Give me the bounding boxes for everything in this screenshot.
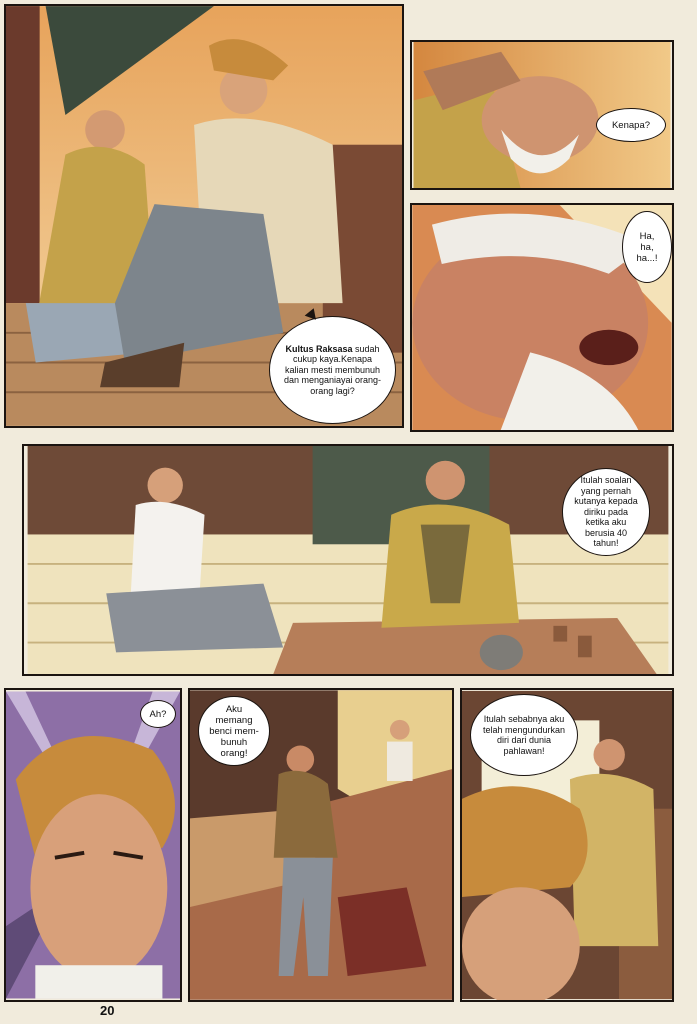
- panel-1-rooftop: [4, 4, 404, 428]
- bubble-text: Ha, ha, ha...!: [636, 230, 658, 264]
- bubble-text: Kenapa?: [611, 119, 651, 131]
- page-number: 20: [100, 1003, 115, 1018]
- panel-4-room-wide: [22, 444, 674, 676]
- bubble-text: Itulah soalan yang pernah kutanya kepada diriku pada ketika aku berusia 40 tahun!: [574, 475, 638, 549]
- speech-bubble-kenapa: [596, 108, 666, 142]
- panel-5-youth-surprised: [4, 688, 182, 1002]
- bubble-text: Aku memang benci mem-bunuh orang!: [209, 703, 259, 759]
- speech-bubble-itulah-soalan: [562, 468, 650, 556]
- speech-bubble-itulah-sebabnya: [470, 694, 578, 776]
- speech-bubble-aku-memang: [198, 696, 270, 766]
- panel-6-elder-walking: [188, 688, 454, 1002]
- panel-2-elder-closeup: [410, 40, 674, 190]
- youth-surprised-art: [6, 690, 180, 1000]
- bubble-text: Ah?: [149, 708, 167, 720]
- panel-7-elder-turning: [460, 688, 674, 1002]
- panel-3-elder-laughing: [410, 203, 674, 432]
- bubble-bold-text: Kultus Raksasa: [285, 343, 353, 354]
- speech-bubble-laugh: [622, 211, 672, 283]
- speech-bubble-kultus: [269, 316, 396, 424]
- speech-bubble-ah: [140, 700, 176, 728]
- bubble-text: Itulah sebabnya aku telah mengundurkan diri dari dunia pahlawan!: [482, 714, 566, 756]
- bubble-text: sudah cukup kaya.Kenapa kalian mesti membunuh dan menganiayai orang-orang lagi?: [283, 343, 382, 396]
